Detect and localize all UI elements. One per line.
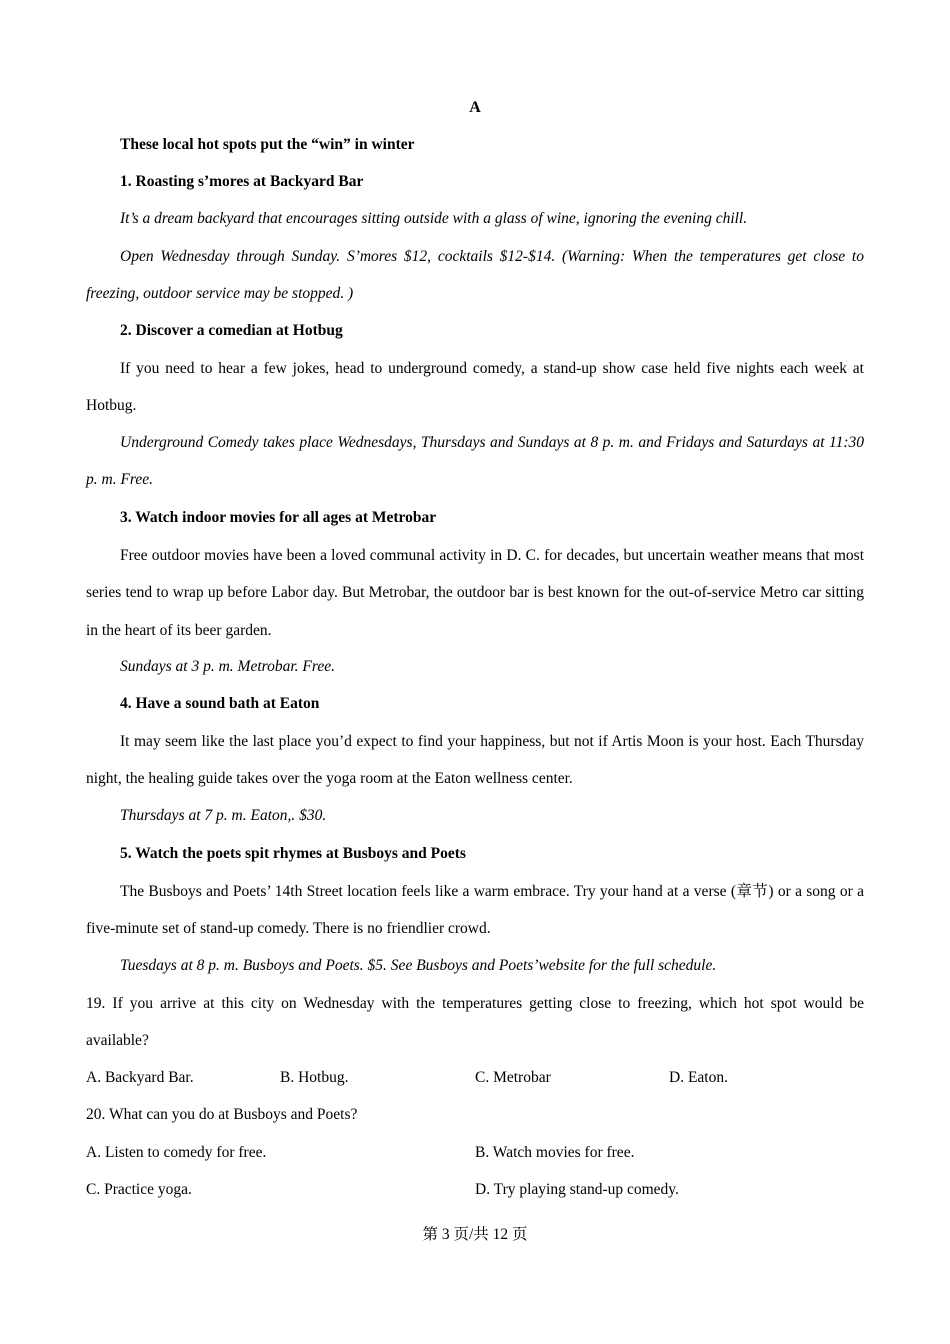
- option-d[interactable]: D. Eaton.: [669, 1069, 728, 1086]
- section-info: Underground Comedy takes place Wednesdays, Thursdays and Sundays at 8 p. m. and Fridays and Saturdays at 11:30 p. m. Free.: [86, 434, 864, 489]
- passage-label: A: [469, 99, 481, 116]
- section-body: If you need to hear a few jokes, head to underground comedy, a stand-up show case held five nights each week at Hotbug.: [86, 360, 864, 415]
- section-info: Open Wednesday through Sunday. S’mores $12, cocktails $12-$14. (Warning: When the temperatures get close to freezing, outdoor service may be stopped. ): [86, 248, 864, 303]
- option-b[interactable]: B. Watch movies for free.: [475, 1144, 635, 1161]
- question-stem: 19. If you arrive at this city on Wednesday with the temperatures getting close to freezing, which hot spot would be available?: [86, 995, 864, 1050]
- section-body: It may seem like the last place you’d expect to find your happiness, but not if Artis Moon is your host. Each Thursday night, the healing guide takes over the yoga room at the Eaton wellness center.: [86, 733, 864, 788]
- section-body: The Busboys and Poets’ 14th Street location feels like a warm embrace. Try your hand at a verse (章节) or a song or a five-minute set of stand-up comedy. There is no friendlier crowd.: [86, 883, 864, 938]
- option-a[interactable]: A. Listen to comedy for free.: [86, 1144, 267, 1161]
- option-d[interactable]: D. Try playing stand-up comedy.: [475, 1181, 679, 1198]
- section-heading: 4. Have a sound bath at Eaton: [120, 695, 320, 712]
- option-a[interactable]: A. Backyard Bar.: [86, 1069, 194, 1086]
- section-heading: 2. Discover a comedian at Hotbug: [120, 322, 343, 339]
- section-body: Free outdoor movies have been a loved communal activity in D. C. for decades, but uncertain weather means that most series tend to wrap up before Labor day. But Metrobar, the outdoor bar is best known for the out-of-service Metro car sitting in the heart of its beer garden.: [86, 547, 864, 639]
- section-info: Sundays at 3 p. m. Metrobar. Free.: [120, 658, 335, 675]
- question-stem: 20. What can you do at Busboys and Poets?: [86, 1106, 358, 1123]
- option-b[interactable]: B. Hotbug.: [280, 1069, 349, 1086]
- section-heading: 5. Watch the poets spit rhymes at Busboys and Poets: [120, 845, 466, 862]
- section-heading: 3. Watch indoor movies for all ages at Metrobar: [120, 509, 437, 526]
- passage-title: These local hot spots put the “win” in winter: [120, 136, 415, 153]
- section-info: Tuesdays at 8 p. m. Busboys and Poets. $5. See Busboys and Poets’website for the full schedule.: [120, 957, 717, 974]
- page-number: 第 3 页/共 12 页: [422, 1226, 528, 1243]
- section-body: It’s a dream backyard that encourages sitting outside with a glass of wine, ignoring the evening chill.: [120, 210, 748, 227]
- section-info: Thursdays at 7 p. m. Eaton,. $30.: [120, 807, 327, 824]
- option-c[interactable]: C. Practice yoga.: [86, 1181, 192, 1198]
- section-heading: 1. Roasting s’mores at Backyard Bar: [120, 173, 364, 190]
- option-c[interactable]: C. Metrobar: [475, 1069, 551, 1086]
